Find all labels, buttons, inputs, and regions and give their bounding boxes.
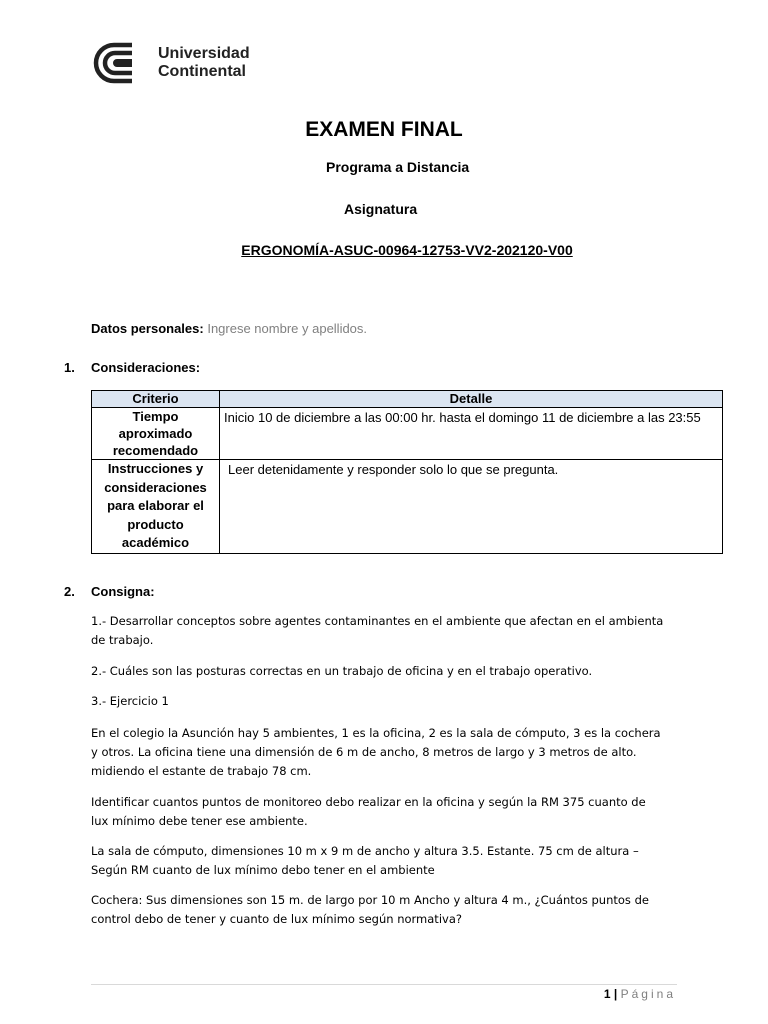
section-1-heading [64, 360, 201, 375]
section-1-number: 1. [64, 360, 75, 375]
criterio-cell: Instrucciones y consideraciones para elaborar el producto académico [92, 460, 220, 554]
consigna-paragraph: En el colegio la Asunción hay 5 ambientes, 1 es la oficina, 2 es la sala de cómputo, 3 es la cochera y otros. La oficina tiene una dimensión de 6 m de ancho, 8 metros de largo y 3 metros de alto. midiendo el estante de trabajo 78 cm. [91, 726, 661, 778]
subject-label: Asignatura [344, 201, 418, 217]
exam-title: EXAMEN FINAL [305, 118, 463, 141]
name-placeholder[interactable]: Ingrese nombre y apellidos. [207, 321, 368, 336]
table-row [92, 460, 723, 554]
logo-line-2: Continental [158, 63, 246, 80]
criterio-cell: Tiempo aproximado recomendado [92, 408, 220, 460]
footer-separator: | [613, 987, 618, 1001]
header-criterio: Criterio [92, 391, 220, 408]
section-2-number: 2. [64, 584, 75, 599]
consigna-paragraph: 1.- Desarrollar conceptos sobre agentes contaminantes en el ambiente que afectan en el ambienta de trabajo. [91, 614, 664, 647]
program-label: Programa a Distancia [326, 159, 470, 175]
detalle-cell: Leer detenidamente y responder solo lo que se pregunta. [220, 460, 723, 554]
table-row [92, 408, 723, 460]
personal-data-label: Datos personales: [91, 321, 204, 336]
consigna-paragraph: Identificar cuantos puntos de monitoreo debo realizar en la oficina y según la RM 375 cuanto de lux mínimo debe tener ese ambiente. [91, 795, 646, 828]
university-logo [92, 42, 250, 84]
section-2-heading [64, 584, 155, 599]
consigna-paragraph: 3.- Ejercicio 1 [91, 694, 169, 708]
page-footer [604, 987, 676, 1001]
page-word: Página [620, 987, 676, 1001]
consigna-paragraph: La sala de cómputo, dimensiones 10 m x 9 m de ancho y altura 3.5. Estante. 75 cm de altura – Según RM cuanto de lux mínimo debo tener en el ambiente [91, 844, 639, 877]
section-1-title: Consideraciones: [91, 360, 201, 375]
personal-data-line [91, 321, 367, 336]
continental-logo-icon [92, 42, 150, 84]
criteria-table [91, 390, 723, 554]
course-code: ERGONOMÍA-ASUC-00964-12753-VV2-202120-V00 [241, 242, 573, 258]
consigna-paragraph: Cochera: Sus dimensiones son 15 m. de largo por 10 m Ancho y altura 4 m., ¿Cuántos puntos de control debo de tener y cuanto de lux mínimo según normativa? [91, 893, 649, 926]
section-2-title: Consigna: [91, 584, 155, 599]
header-detalle: Detalle [220, 391, 723, 408]
detalle-cell: Inicio 10 de diciembre a las 00:00 hr. hasta el domingo 11 de diciembre a las 23:55 [220, 408, 723, 460]
footer-divider [91, 984, 677, 985]
page-number: 1 [603, 987, 611, 1001]
consigna-paragraph: 2.- Cuáles son las posturas correctas en un trabajo de oficina y en el trabajo operativo. [91, 664, 593, 678]
logo-line-1: Universidad [158, 45, 250, 62]
table-header-row [92, 391, 723, 408]
